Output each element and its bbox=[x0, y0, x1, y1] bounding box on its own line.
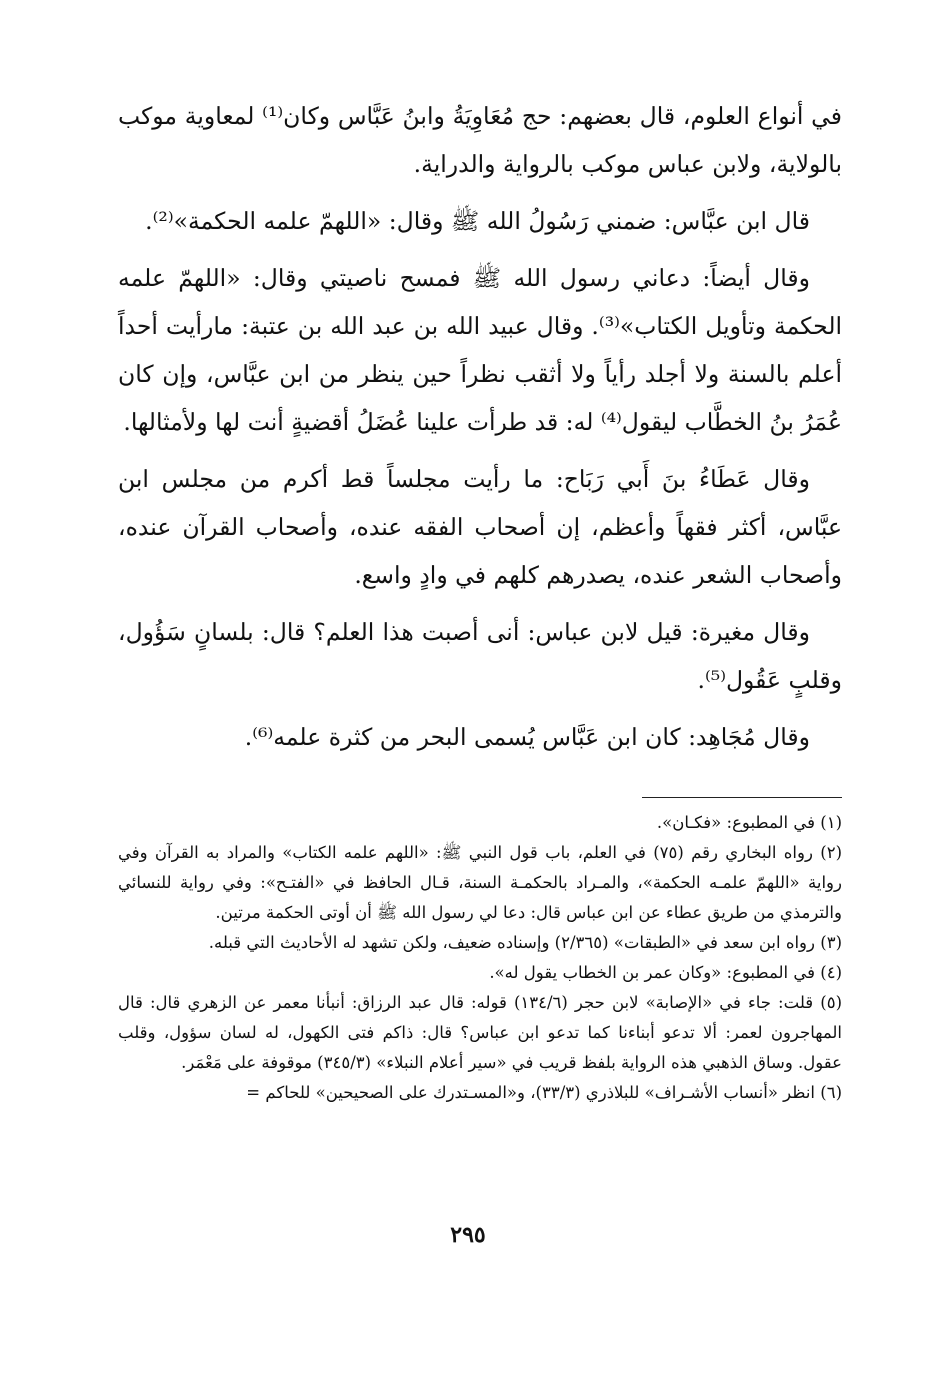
footnote bbox=[118, 1078, 842, 1108]
footnote bbox=[118, 928, 842, 958]
footnote-separator bbox=[642, 797, 842, 798]
footnote-text: قلت: جاء في «الإصابة» لابن حجر (١٣٤/٦) قوله: قال عبد الرزاق: أنبأنا معمر عن الزهري قال: قال المهاجرون لعمر: ألا تدعو أبناءنا كما تدعو ابن عباس؟ قال: ذاكم فتى الكهول، له لسان سؤول، وقلب عقول. وساق الذهبي هذه الرواية بلفظ قريب في «سير أعلام النبلاء» (٣٤٥/٣) موقوفة على مَعْمَر. bbox=[118, 993, 842, 1072]
footnote bbox=[118, 838, 842, 928]
footnote-number: (٢) bbox=[820, 843, 843, 862]
footnote-text: انظر «أنساب الأشـراف» للبلاذري (٣٣/٣)، و«المسـتدرك على الصحيحين» للحاكم = bbox=[246, 1083, 815, 1102]
paragraph: في أنواع العلوم، قال بعضهم: حج مُعَاوِيَةُ وابنُ عَبَّاس وكان⁽¹⁾ لمعاوية موكب بالولاية، ولابن عباس موكب بالرواية والدراية. bbox=[118, 102, 842, 178]
footnote-text: رواه ابن سعد في «الطبقات» (٢/٣٦٥) وإسناده ضعيف، ولكن تشهد له الأحاديث التي قبله. bbox=[208, 933, 815, 952]
footnote-number: (٦) bbox=[820, 1083, 842, 1102]
footnote-number: (٣) bbox=[820, 933, 842, 952]
footnote-text: رواه البخاري رقم (٧٥) في العلم، باب قول النبي ﷺ: «اللهم علمه الكتاب» والمراد به القرآن وفي رواية «اللهمّ علمـه الحكمة»، والمـراد بالحكمـة السنة، قـال الحافظ في «الفتـح»: وفي رواية للنسائي والترمذي من طريق عطاء عن ابن عباس قال: دعا لي رسول الله ﷺ أن أوتى الحكمة مرتين. bbox=[118, 843, 842, 922]
paragraph: وقال مُجَاهِد: كان ابن عَبَّاس يُسمى البحر من كثرة علمه⁽⁶⁾. bbox=[244, 723, 810, 751]
footnote-number: (٤) bbox=[820, 963, 842, 982]
footnotes bbox=[118, 808, 842, 1108]
paragraph: وقال مغيرة: قيل لابن عباس: أنى أصبت هذا العلم؟ قال: بلسانٍ سَؤُول، وقلبٍ عَقُول⁽⁵⁾. bbox=[118, 618, 842, 694]
paragraph: وقال أيضاً: دعاني رسول الله ﷺ فمسح ناصيتي وقال: «اللهمّ علمه الحكمة وتأويل الكتاب»⁽³⁾. وقال عبيد الله بن عبد الله بن عتبة: مارأيت أحداً أعلم بالسنة ولا أجلد رأياً ولا أثقب نظراً حين ينظر من ابن عبَّاس، وإن كان عُمَرُ بنُ الخطَّاب ليقول⁽⁴⁾ له: قد طرأت علينا عُضَلُ أقضيةٍ أنت لها ولأمثالها. bbox=[118, 264, 843, 436]
footnote bbox=[118, 988, 842, 1078]
footnote bbox=[118, 958, 842, 988]
main-text bbox=[118, 92, 842, 761]
footnote-number: (٥) bbox=[820, 993, 842, 1012]
footnote-text: في المطبوع: «وكان عمر بن الخطاب يقول له». bbox=[489, 963, 815, 982]
paragraph: قال ابن عبَّاس: ضمني رَسُولُ الله ﷺ وقال: «اللهمّ علمه الحكمة»⁽²⁾. bbox=[145, 207, 810, 235]
footnote-number: (١) bbox=[820, 813, 842, 832]
paragraph: وقال عَطَاءُ بنَ أَبي رَبَاح: ما رأيت مجلساً قط أكرم من مجلس ابن عبَّاس، أكثر فقهاً وأعظم، إن أصحاب الفقه عنده، وأصحاب القرآن عنده، وأصحاب الشعر عنده، يصدرهم كلهم في وادٍ واسع. bbox=[118, 465, 842, 589]
footnote bbox=[118, 808, 842, 838]
page-number: ٢٩٥ bbox=[450, 1222, 486, 1248]
footnote-text: في المطبوع: «فكـان». bbox=[656, 813, 815, 832]
